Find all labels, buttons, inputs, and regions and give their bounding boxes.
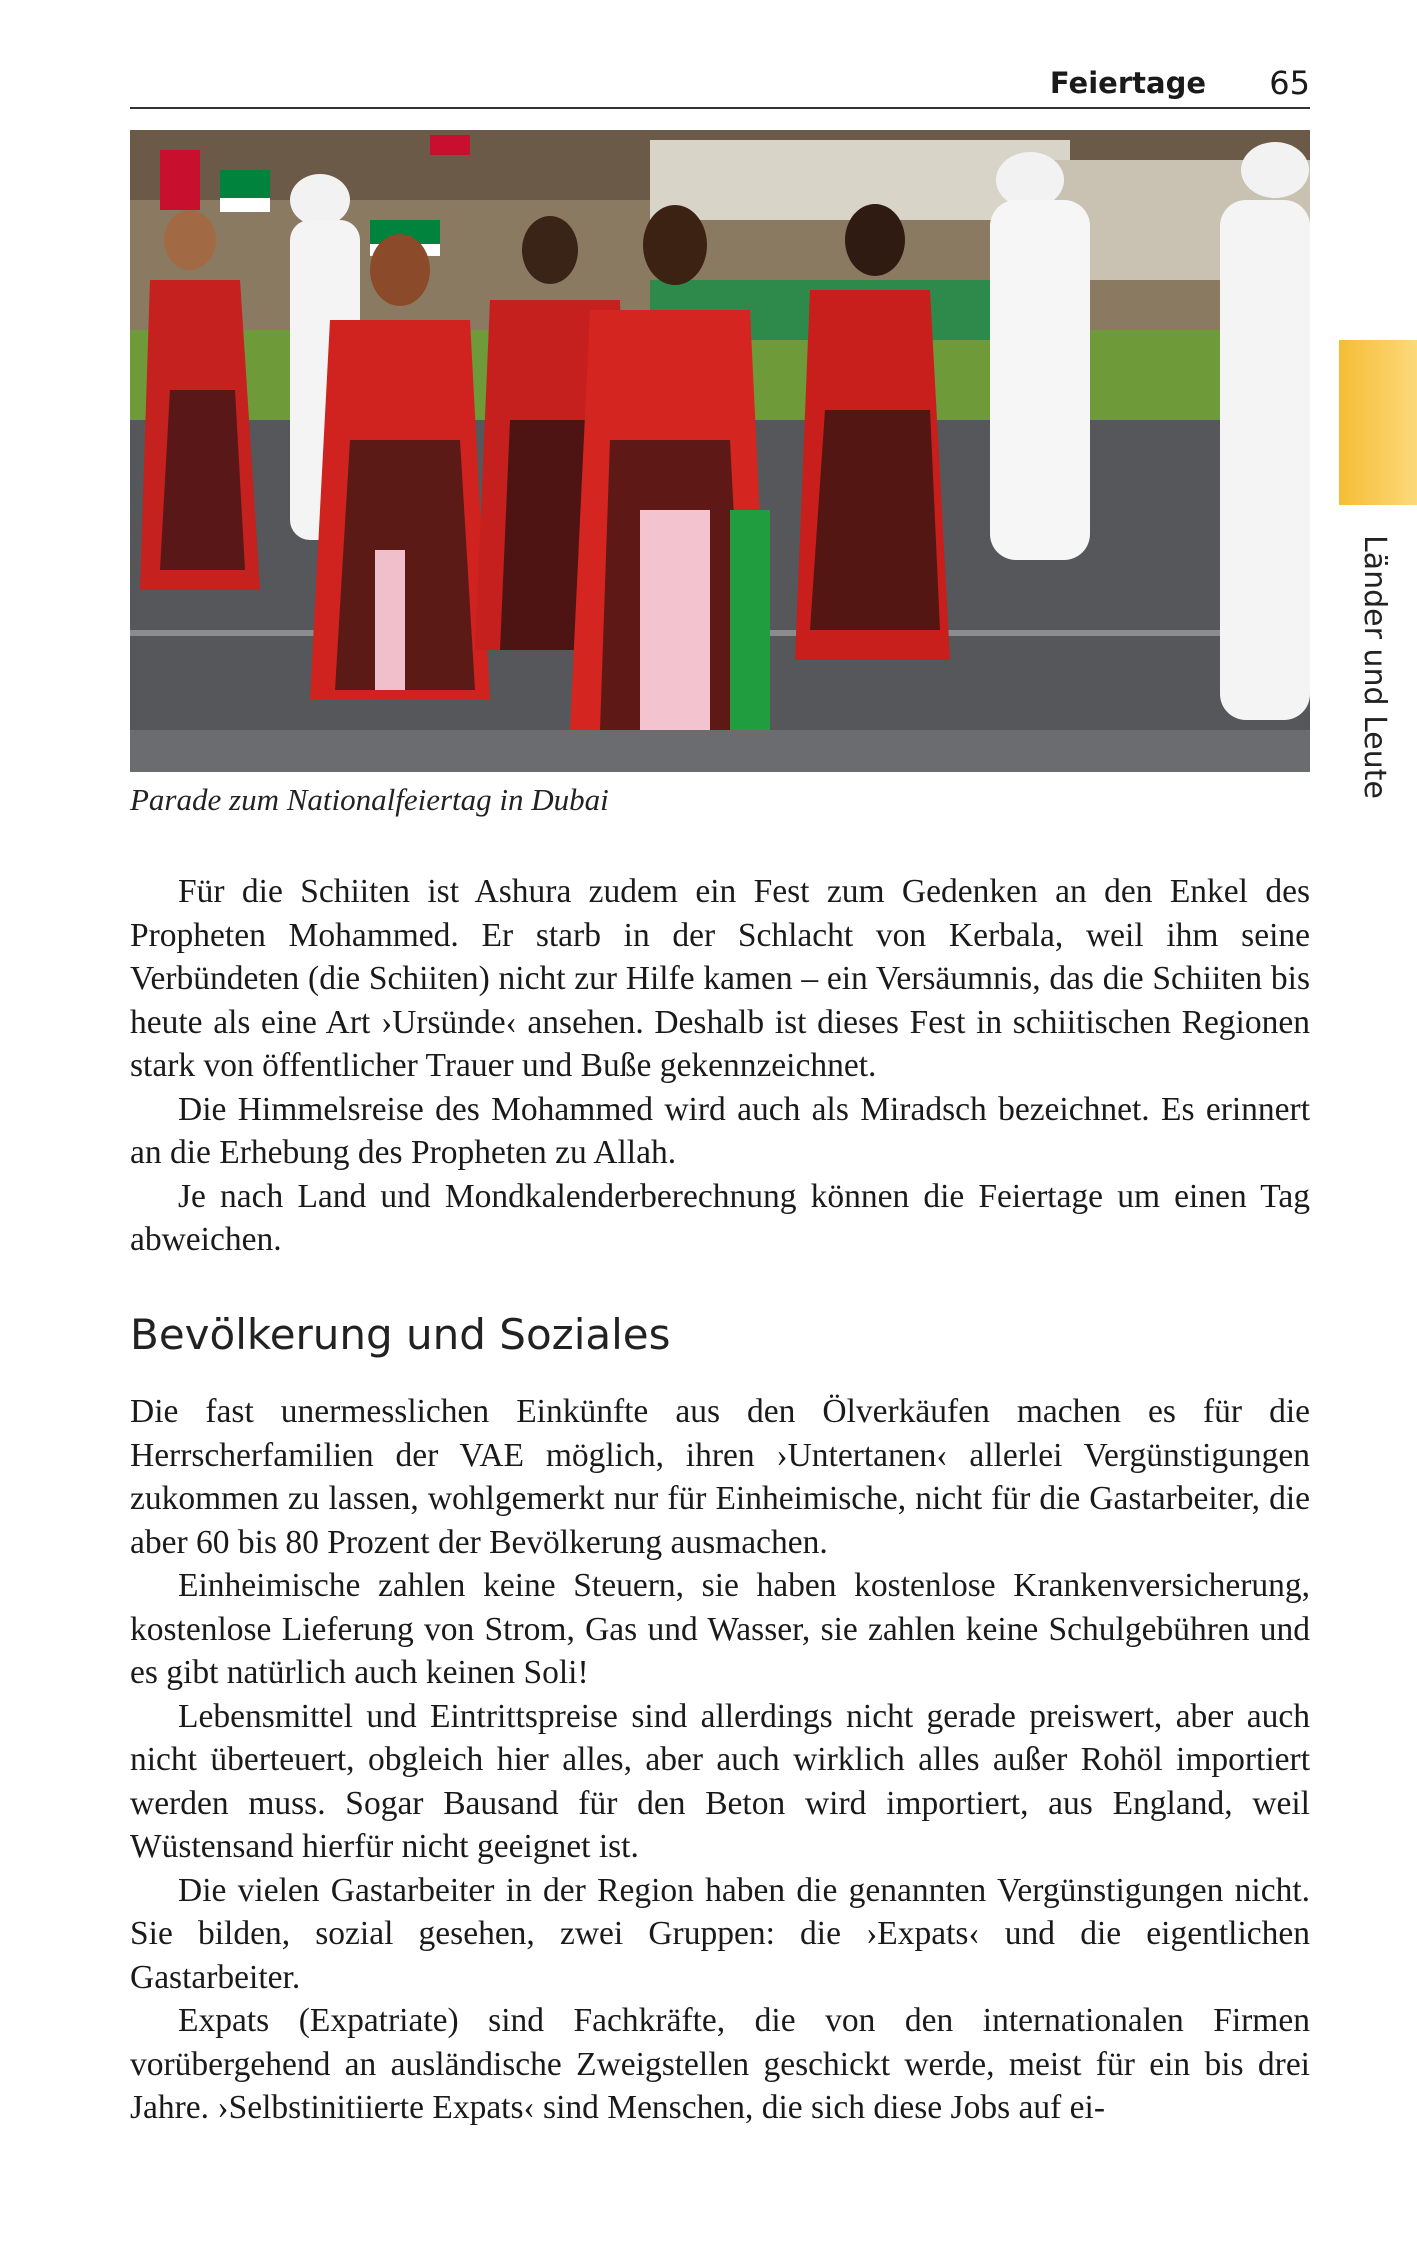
paragraph: Lebensmittel und Eintrittspreise sind allerdings nicht gerade preiswert, aber auch nicht überteuert, obgleich hier alles, aber auch wirklich alles außer Rohöl importiert werden muss. Sogar Bausand für den Beton wird importiert, aus England, weil Wüstensand hierfür nicht geeignet ist. xyxy=(130,1697,1310,1865)
body-text-top xyxy=(130,870,1310,1262)
paragraph: Die fast unermesslichen Einkünfte aus den Ölverkäufen machen es für die Herrscherfamilien der VAE möglich, ihren ›Untertanen‹ allerlei Vergünstigungen zukommen zu lassen, wohlgemerkt nur für Einheimische, nicht für die Gastarbeiter, die aber 60 bis 80 Prozent der Bevölkerung ausmachen. xyxy=(130,1393,1310,1561)
chapter-tab-marker xyxy=(1339,340,1417,505)
section-heading: Bevölkerung und Soziales xyxy=(130,1310,671,1359)
photo-caption: Parade zum Nationalfeiertag in Dubai xyxy=(130,782,609,817)
header-rule xyxy=(130,107,1310,109)
paragraph: Die Himmelsreise des Mohammed wird auch als Miradsch bezeichnet. Es erinnert an die Erhebung des Propheten zu Allah. xyxy=(130,1090,1310,1171)
chapter-side-label: Länder und Leute xyxy=(1357,535,1392,799)
paragraph: Einheimische zahlen keine Steuern, sie haben kostenlose Krankenversicherung, kostenlose Lieferung von Strom, Gas und Wasser, sie zahlen keine Schulgebühren und es gibt natürlich auch keinen Soli! xyxy=(130,1567,1310,1691)
parade-photo xyxy=(130,130,1310,772)
paragraph: Für die Schiiten ist Ashura zudem ein Fest zum Gedenken an den Enkel des Propheten Mohammed. Er starb in der Schlacht von Kerbala, weil ihm seine Verbündeten (die Schiiten) nicht zur Hilfe kamen – ein Versäumnis, das die Schiiten bis heute als eine Art ›Ursünde‹ ansehen. Deshalb ist dieses Fest in schiitischen Regionen stark von öffentlicher Trauer und Buße gekennzeichnet. xyxy=(130,873,1310,1084)
paragraph: Expats (Expatriate) sind Fachkräfte, die von den internationalen Firmen vorübergehend an ausländische Zweigstellen geschickt werde, meist für ein bis drei Jahre. ›Selbstinitiierte Expats‹ sind Menschen, die sich diese Jobs auf ei- xyxy=(130,2002,1310,2126)
paragraph: Je nach Land und Mondkalenderberechnung können die Feiertage um einen Tag abweichen. xyxy=(130,1177,1310,1258)
body-text-section xyxy=(130,1390,1310,2130)
running-header-title: Feiertage xyxy=(1049,66,1206,100)
page-number: 65 xyxy=(1269,64,1310,102)
paragraph: Die vielen Gastarbeiter in der Region haben die genannten Vergünstigungen nicht. Sie bilden, sozial gesehen, zwei Gruppen: die ›Expats‹ und die eigentlichen Gastarbeiter. xyxy=(130,1871,1310,1996)
